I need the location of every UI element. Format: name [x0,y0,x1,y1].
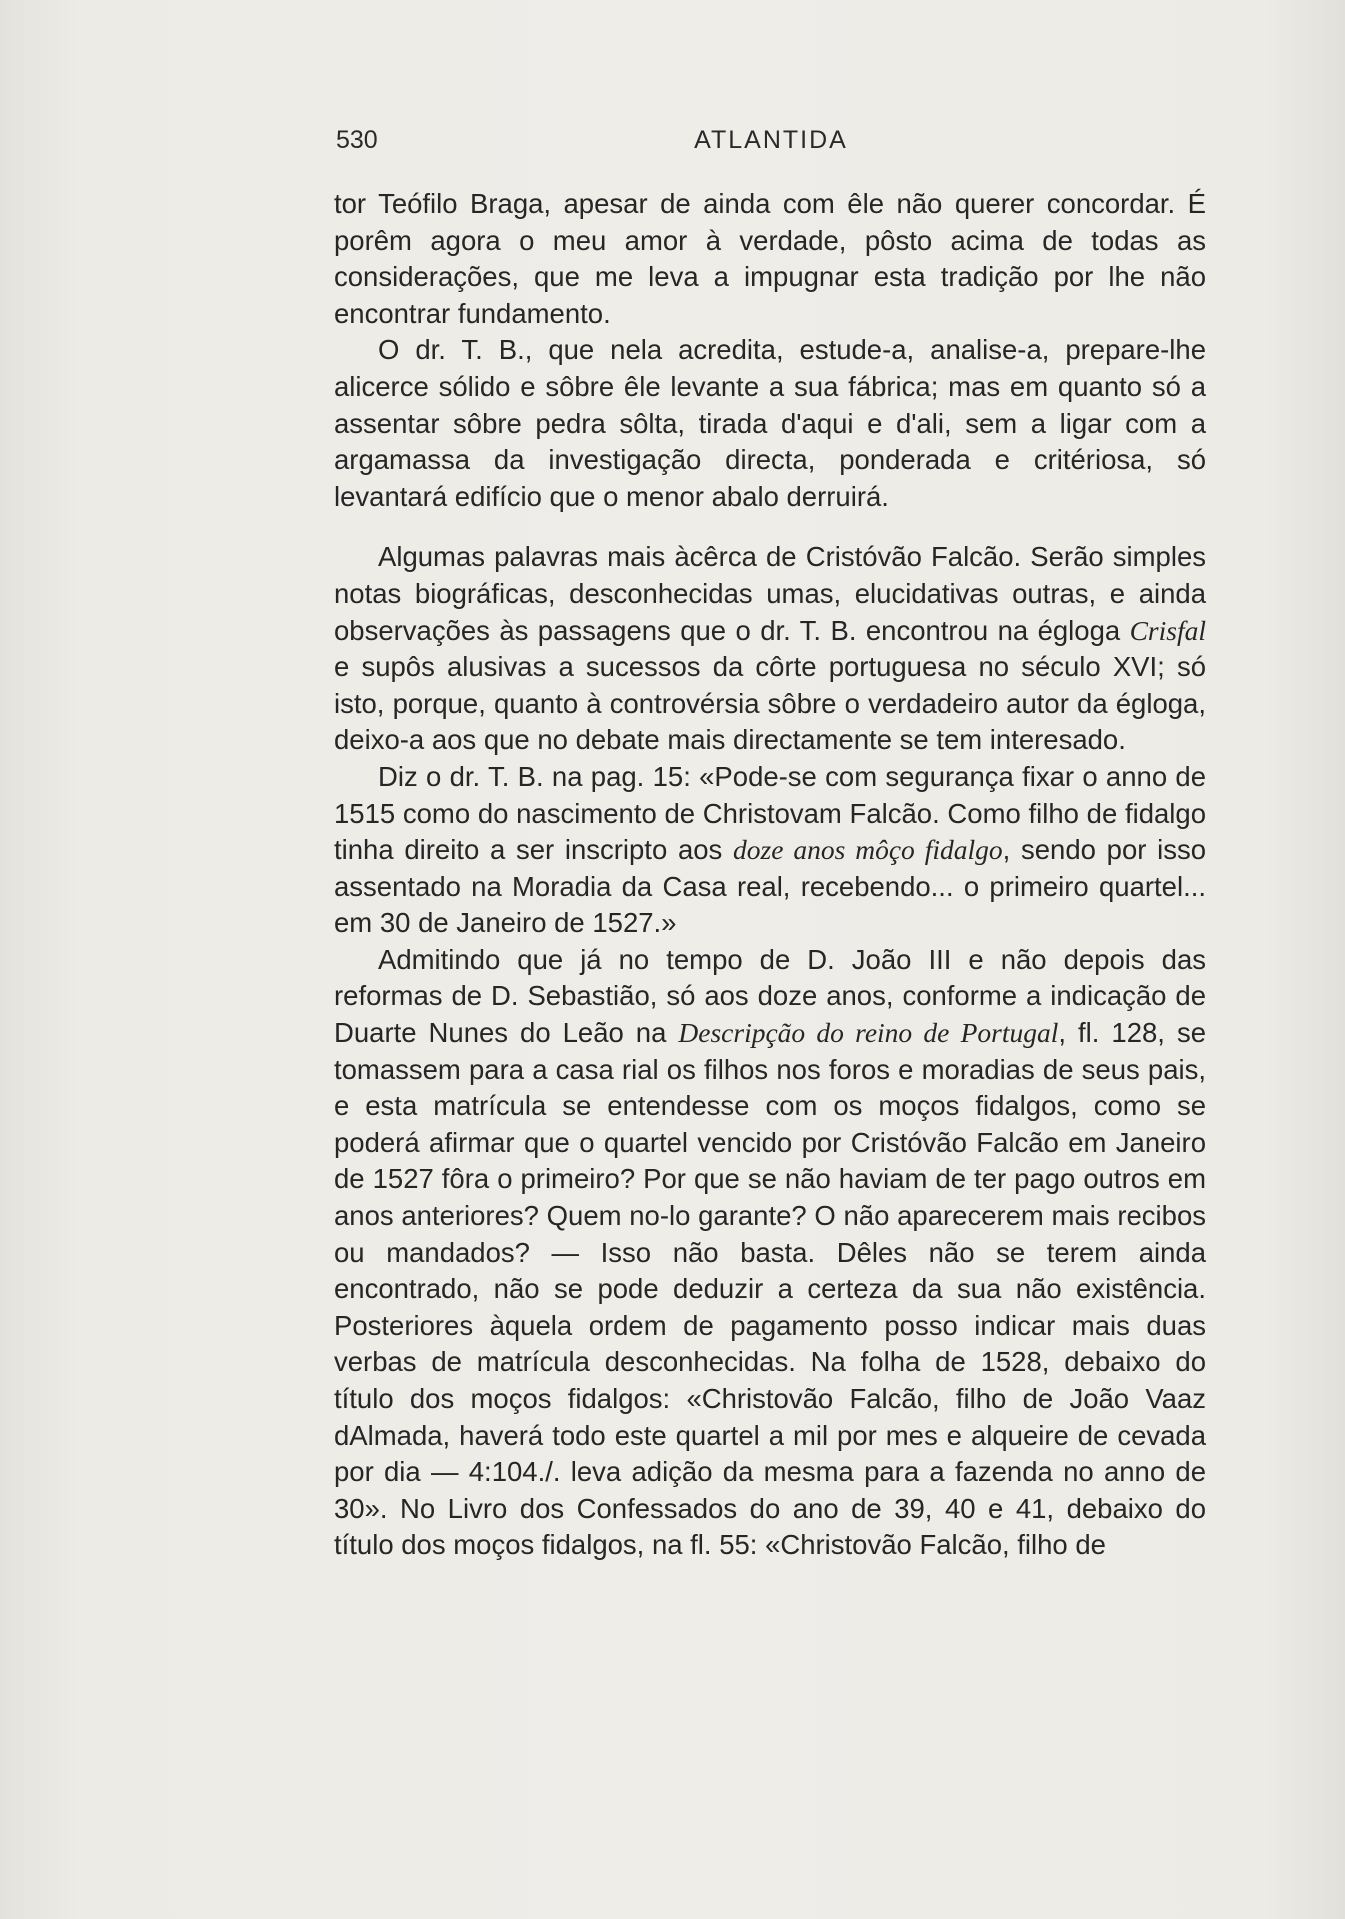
paragraph-3-italic: Crisfal [1129,614,1206,646]
paragraph-4-text-b: , sendo por isso assentado na Moradia da Casa real, recebendo... o primeiro quartel... em 30 de Janeiro de 1527.» [334,834,1207,939]
page-header [336,126,1206,162]
page-number: 530 [336,126,378,154]
paragraph-5 [334,942,1206,1564]
paragraph-1: tor Teófilo Braga, apesar de ainda com êle não querer concordar. É porêm agora o meu amor à verdade, pôsto acima de todas as considerações, que me leva a impugnar esta tradição por lhe não encontrar fundamento. [334,188,1206,329]
paragraph-5-text-b: , fl. 128, se tomassem para a casa rial os filhos nos foros e moradias de seus pais, e esta matrícula se entendesse com os moços fidalgos, como se poderá afirmar que o quartel vencido por Cristóvão Falcão em Janeiro de 1527 fôra o primeiro? Por que se não haviam de ter pago outros em anos anteriores? Quem no-lo garante? O não aparecerem mais recibos ou mandados? — Isso não basta. Dêles não se terem ainda encontrado, não se pode deduzir a certeza da sua não existência. Posteriores àquela ordem de pagamento posso indicar mais duas verbas de matrícula desconhecidas. Na folha de 1528, debaixo do título dos moços fidalgos: «Christovão Falcão, filho de João Vaaz dAlmada, haverá todo este quartel a mil por mes e alqueire de cevada por dia — 4:104./. leva adição da mesma para a fazenda no anno de 30». No Livro dos Confessados do ano de 39, 40 e 41, debaixo do título dos moços fidalgos, na fl. 55: «Christovão Falcão, filho de [334,1017,1206,1561]
paragraph-5-text-a: Admitindo que já no tempo de D. João III e não depois das reformas de D. Sebastião, só aos doze anos, conforme a indicação de Duarte Nunes do Leão na [334,943,1206,1049]
paragraph-4-italic: doze anos môço fidalgo [733,834,1003,866]
paragraph-3-text-a: Algumas palavras mais àcêrca de Cristóvão Falcão. Serão simples notas biográficas, desconhecidas umas, elucidativas outras, e ainda observações às passagens que o dr. T. B. encontrou na égloga [334,541,1206,646]
paragraph-3 [334,539,1206,759]
paragraph-4-text-a: Diz o dr. T. B. na pag. 15: «Pode-se com segurança fixar o anno de 1515 como do nascimento de Christovam Falcão. Como filho de fidalgo tinha direito a ser inscripto aos [334,760,1206,866]
running-title: ATLANTIDA [694,126,848,154]
paragraph-3-text-b: e supôs alusivas a sucessos da côrte portuguesa no século XVI; só isto, porque, quanto à controvérsia sôbre o verdadeiro autor da égloga, deixo-a aos que no debate mais directamente se tem interesado. [334,651,1206,756]
paragraph-2: O dr. T. B., que nela acredita, estude-a, analise-a, prepare-lhe alicerce sólido e sôbre êle levante a sua fábrica; mas em quanto só a assentar sôbre pedra sôlta, tirada d'aqui e d'ali, sem a ligar com a argamassa da investigação directa, ponderada e critériosa, só levantará edifício que o menor abalo derruirá. [334,334,1206,512]
paragraph-5-italic: Descripção do reino de Portugal [678,1017,1059,1049]
paragraph-4 [334,759,1206,942]
body-text [334,186,1206,1564]
